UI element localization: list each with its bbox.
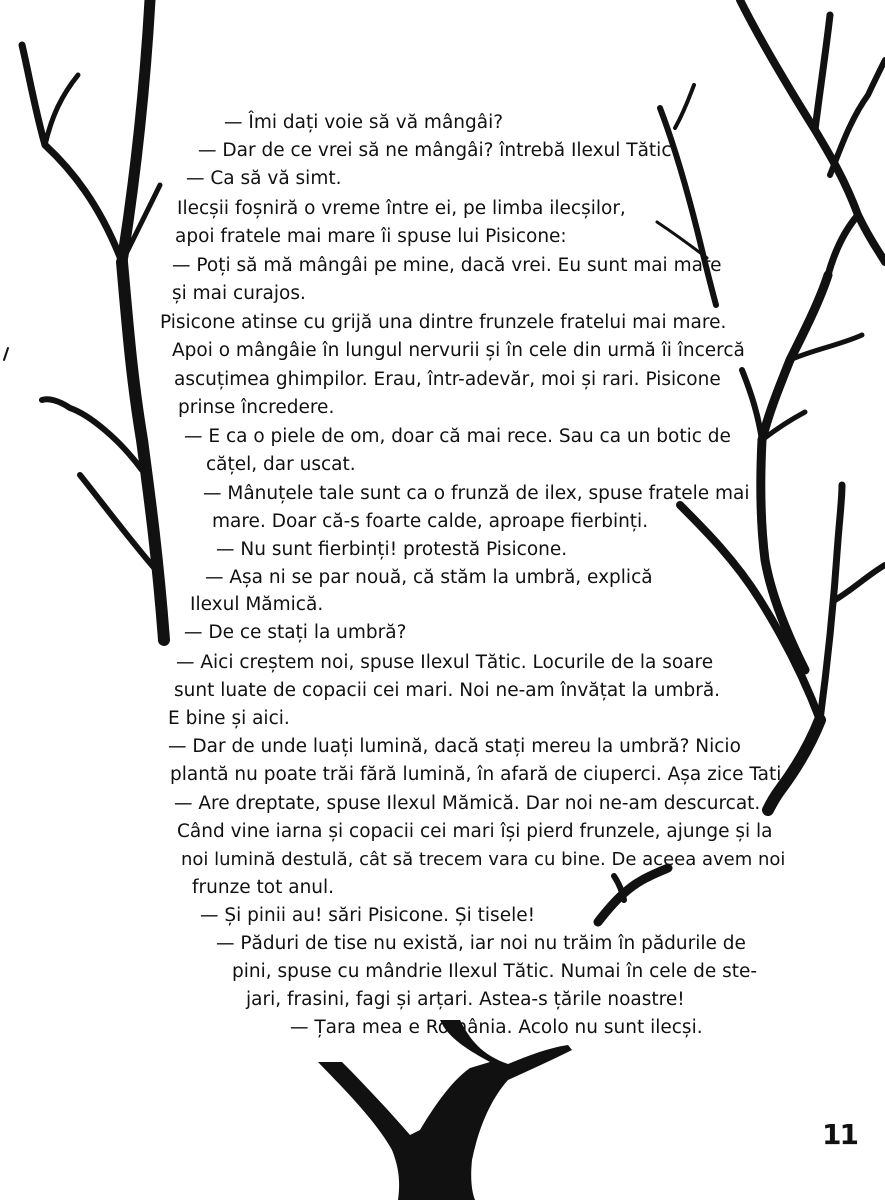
- text-line-16: — Nu sunt fierbinți! protestă Pisicone.: [216, 539, 568, 560]
- text-line-14: — Mânuțele tale sunt ca o frunză de ilex, spuse fratele mai: [203, 483, 750, 504]
- text-line-15: mare. Doar că-s foarte calde, aproape fierbinți.: [212, 511, 649, 532]
- text-line-25: — Are dreptate, spuse Ilexul Mămică. Dar noi ne-am descurcat.: [174, 793, 761, 814]
- text-line-5: apoi fratele mai mare îi spuse lui Pisicone:: [175, 226, 567, 247]
- text-line-24: plantă nu poate trăi fără lumină, în afară de ciuperci. Așa zice Tati.: [170, 764, 788, 785]
- text-line-1: — Îmi dați voie să vă mângâi?: [224, 112, 504, 133]
- text-line-13: cățel, dar uscat.: [206, 454, 356, 475]
- text-line-11: prinse încredere.: [178, 397, 335, 418]
- text-line-9: Apoi o mângâie în lungul nervurii și în cele din urmă îi încercă: [172, 340, 745, 361]
- text-line-23: — Dar de unde luați lumină, dacă stați mereu la umbră? Nicio: [168, 736, 741, 757]
- text-line-20: — Aici creștem noi, spuse Ilexul Tătic. Locurile de la soare: [176, 652, 714, 673]
- text-line-22: E bine și aici.: [168, 708, 290, 729]
- text-line-27: noi lumină destulă, cât să trecem vara cu bine. De aceea avem noi: [181, 849, 786, 870]
- text-line-7: și mai curajos.: [172, 283, 306, 304]
- text-line-32: jari, frasini, fagi și arțari. Astea-s țările noastre!: [246, 989, 685, 1010]
- text-line-12: — E ca o piele de om, doar că mai rece. Sau ca un botic de: [184, 426, 731, 447]
- page-number: 11: [822, 1118, 857, 1151]
- text-line-18: Ilexul Mămică.: [190, 594, 324, 615]
- text-line-31: pini, spuse cu mândrie Ilexul Tătic. Numai în cele de ste-: [232, 961, 758, 982]
- text-line-4: Ilecșii foșniră o vreme între ei, pe limba ilecșilor,: [177, 198, 626, 219]
- text-line-26: Când vine iarna și copacii cei mari își pierd frunzele, ajunge și la: [177, 821, 773, 842]
- text-line-21: sunt luate de copacii cei mari. Noi ne-am învățat la umbră.: [174, 680, 721, 701]
- text-line-8: Pisicone atinse cu grijă una dintre frunzele fratelui mai mare.: [160, 312, 727, 333]
- text-line-17: — Așa ni se par nouă, că stăm la umbră, explică: [205, 567, 653, 588]
- text-line-28: frunze tot anul.: [192, 877, 335, 898]
- text-line-29: — Și pinii au! sări Pisicone. Și tisele!: [200, 905, 536, 926]
- text-line-19: — De ce stați la umbră?: [184, 622, 407, 643]
- text-line-3: — Ca să vă simt.: [186, 168, 342, 189]
- text-line-10: ascuțimea ghimpilor. Erau, într-adevăr, moi și rari. Pisicone: [174, 369, 721, 390]
- text-line-2: — Dar de ce vrei să ne mângâi? întrebă Ilexul Tătic.: [198, 140, 678, 161]
- text-line-33: — Țara mea e România. Acolo nu sunt ilecși.: [290, 1017, 703, 1038]
- text-line-30: — Păduri de tise nu există, iar noi nu trăim în pădurile de: [216, 933, 746, 954]
- text-line-6: — Poți să mă mângâi pe mine, dacă vrei. Eu sunt mai mare: [172, 255, 722, 276]
